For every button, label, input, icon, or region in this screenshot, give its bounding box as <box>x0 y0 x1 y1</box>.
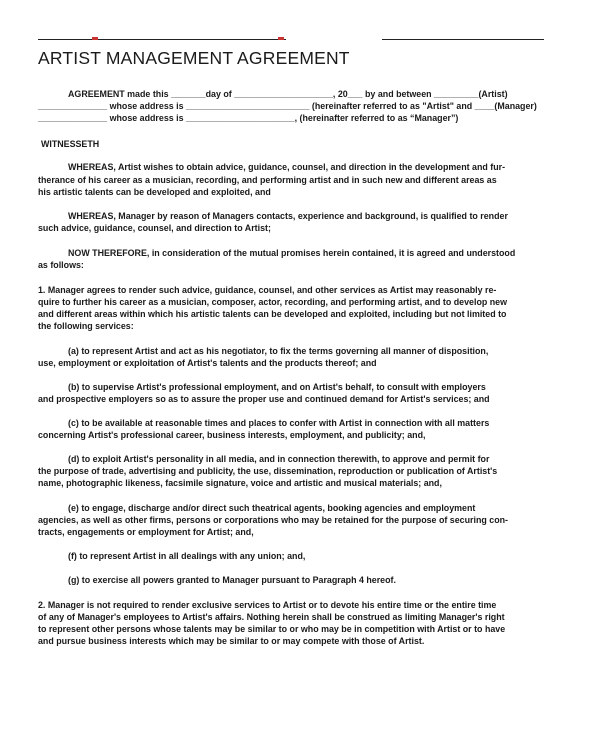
document-line: agencies, as well as other firms, persons or corporations who may be retained for the purpose of securing con- <box>38 515 508 525</box>
document-line: of any of Manager's employees to Artist's affairs. Nothing herein shall be construed as limiting Manager's right <box>38 612 505 622</box>
document-line: ______________ whose address is _________________________ (hereinafter referred to as "Artist" and ____(Manager) <box>38 101 537 111</box>
document-line: therance of his career as a musician, recording, and performing artist and in such new and different areas as <box>38 175 497 185</box>
document-line: such advice, guidance, counsel, and direction to Artist; <box>38 223 271 233</box>
document-line: (f) to represent Artist in all dealings with any union; and, <box>68 551 306 561</box>
document-line: (c) to be available at reasonable times and places to confer with Artist in connection with all matters <box>68 418 490 428</box>
document-line: (a) to represent Artist and act as his negotiator, to fix the terms governing all manner of disposition, <box>68 346 489 356</box>
document-line: WHEREAS, Artist wishes to obtain advice, guidance, counsel, and direction in the development and fur- <box>68 162 506 172</box>
top-rule-mark <box>278 37 284 40</box>
top-rule-mark <box>92 37 98 40</box>
document-line: concerning Artist's professional career, business interests, employment, and publicity; and, <box>38 430 426 440</box>
document-line: ______________ whose address is ______________________, (hereinafter referred to as “Manager”) <box>38 113 459 123</box>
document-line: NOW THEREFORE, in consideration of the mutual promises herein contained, it is agreed and understood <box>68 248 516 258</box>
document-line: his artistic talents can be developed and exploited, and <box>38 187 271 197</box>
top-rule-right <box>382 39 544 40</box>
document-line: 1. Manager agrees to render such advice, guidance, counsel, and other services as Artist may reasonably re- <box>38 285 497 295</box>
document-line: (b) to supervise Artist's professional employment, and on Artist's behalf, to consult with employers <box>68 382 486 392</box>
document-line: use, employment or exploitation of Artist's talents and the products thereof; and <box>38 358 377 368</box>
document-line: (g) to exercise all powers granted to Manager pursuant to Paragraph 4 hereof. <box>68 575 396 585</box>
document-line: 2. Manager is not required to render exclusive services to Artist or to devote his entire time or the entire time <box>38 600 497 610</box>
document-line: quire to further his career as a musician, composer, actor, recording, and performing artist, and to develop new <box>38 297 508 307</box>
document-line: as follows: <box>38 260 84 270</box>
document-line: the purpose of trade, advertising and publicity, the use, dissemination, reproduction or publication of Artist's <box>38 466 498 476</box>
document-line: name, photographic likeness, facsimile signature, voice and artistic and musical materials; and, <box>38 478 442 488</box>
document-line: and pursue business interests which may be similar to or may compete with those of Artist. <box>38 636 425 646</box>
document-line: (e) to engage, discharge and/or direct such theatrical agents, booking agencies and employment <box>68 503 476 513</box>
document-line: WITNESSETH <box>41 139 100 149</box>
document-line: tracts, engagements or employment for Artist; and, <box>38 527 254 537</box>
document-line: and different areas within which his artistic talents can be developed and exploited, including but not limited to <box>38 309 507 319</box>
document-line: and prospective employers so as to assure the proper use and continued demand for Artist's services; and <box>38 394 490 404</box>
document-line: the following services: <box>38 321 134 331</box>
top-rule-left <box>38 39 286 40</box>
document-line: (d) to exploit Artist's personality in all media, and in connection therewith, to approve and permit for <box>68 454 490 464</box>
document-line: WHEREAS, Manager by reason of Managers contacts, experience and background, is qualified to render <box>68 211 508 221</box>
document-line: to represent other persons whose talents may be similar to or who may be in competition with Artist or to have <box>38 624 506 634</box>
page-title: ARTIST MANAGEMENT AGREEMENT <box>38 48 350 68</box>
document-line: AGREEMENT made this _______day of ____________________, 20___ by and between _________(Artist) <box>68 89 508 99</box>
